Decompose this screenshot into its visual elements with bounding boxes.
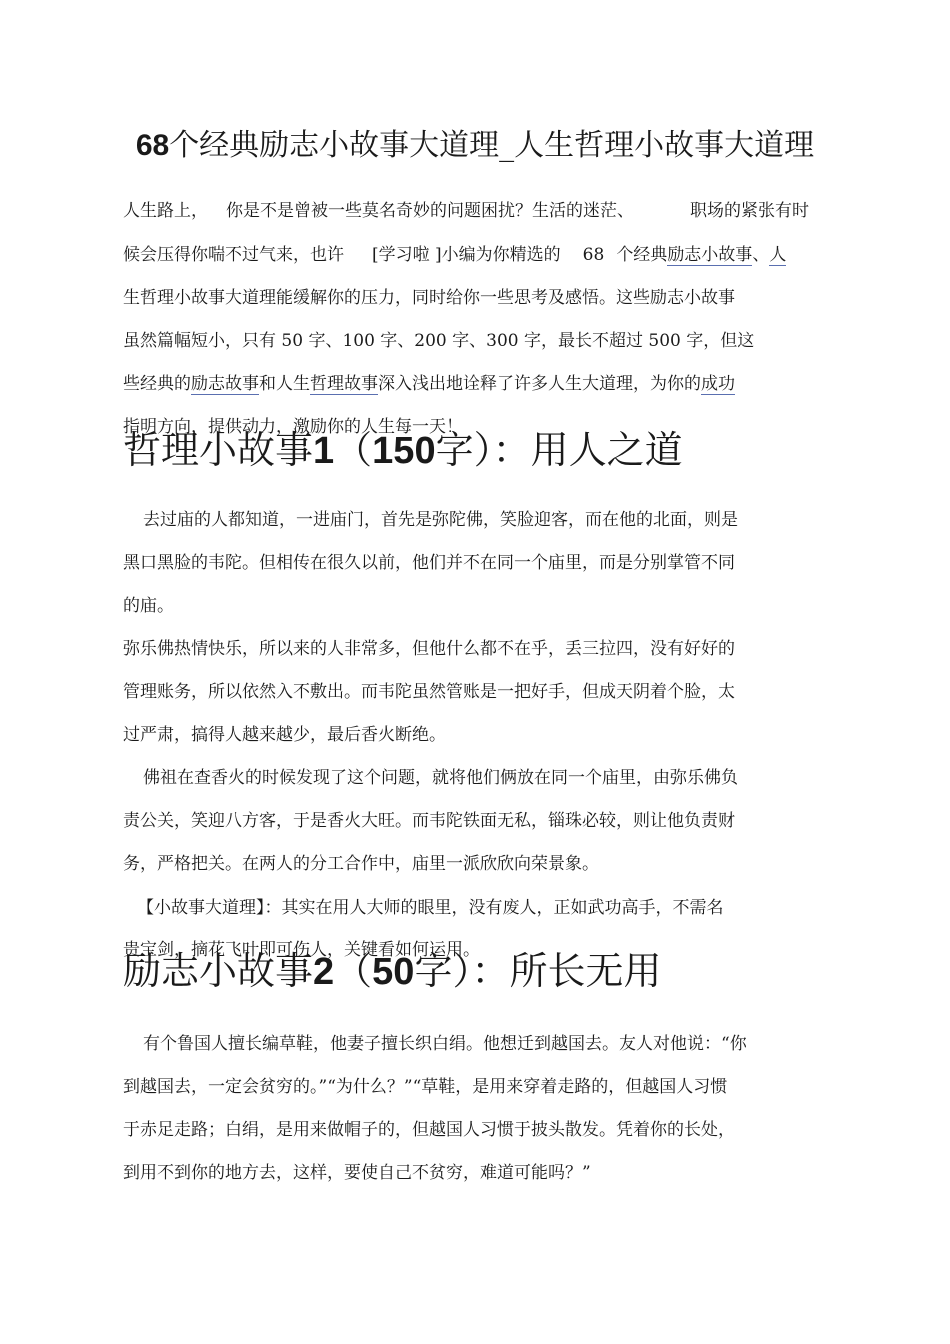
intro-line-1 <box>123 196 813 226</box>
intro-line-6: 指明方向，提供动力，激励你的人生每一天！ <box>123 417 463 437</box>
s1-line-3: 的庙。 <box>123 596 174 616</box>
heading-number: 50 <box>372 951 415 993</box>
intro-text: 个经典 <box>616 245 668 265</box>
heading-text: 字）：用人之道 <box>435 428 683 472</box>
s1-line-7: 佛祖在查香火的时候发现了这个问题，就将他们俩放在同一个庙里，由弥乐佛负 <box>143 768 738 788</box>
intro-text: 、 <box>752 245 770 265</box>
intro-text: 你是不是曾被一些莫名奇妙的问题困扰？生活的迷茫、 <box>226 201 634 221</box>
intro-line-3: 生哲理小故事大道理能缓解你的压力，同时给你一些思考及感悟。这些励志小故事 <box>123 288 735 308</box>
document-title <box>0 122 950 170</box>
intro-text: [学习啦 ]小编为你精选的 <box>372 245 561 265</box>
s1-line-10: 【小故事大道理】：其实在用人大师的眼里，没有废人，正如武功高手，不需名 <box>137 898 724 918</box>
link-chenggong[interactable]: 成功 <box>701 374 735 394</box>
s1-line-4: 弥乐佛热情快乐，所以来的人非常多，但他什么都不在乎，丢三拉四，没有好好的 <box>123 639 735 659</box>
s2-line-2: 到越国去，一定会贫穷的。”“为什么？”“草鞋，是用来穿着走路的，但越国人习惯 <box>123 1077 728 1097</box>
heading-text: 励志小故事 <box>123 949 314 993</box>
intro-text: 候会压得你喘不过气来，也许 <box>123 245 344 265</box>
s1-line-6: 过严肃，搞得人越来越少，最后香火断绝。 <box>123 725 446 745</box>
s1-line-8: 责公关，笑迎八方客，于是香火大旺。而韦陀铁面无私，锱珠必较，则让他负责财 <box>123 811 735 831</box>
s2-line-1: 有个鲁国人擅长编草鞋，他妻子擅长织白绢。他想迁到越国去。友人对他说：“你 <box>143 1034 747 1054</box>
s1-line-5: 管理账务，所以依然入不敷出。而韦陀虽然管账是一把好手，但成天阴着个脸，太 <box>123 682 735 702</box>
section-1-heading <box>123 424 683 477</box>
section-2-heading <box>123 945 661 998</box>
s2-line-4: 到用不到你的地方去，这样，要使自己不贫穷，难道可能吗？” <box>123 1163 591 1183</box>
heading-text: （ <box>334 428 373 472</box>
intro-line-5 <box>123 369 813 399</box>
intro-line-4: 虽然篇幅短小，只有 50 字、100 字、200 字、300 字，最长不超过 500 字，但这 <box>123 331 755 351</box>
intro-text: 和人生 <box>259 374 310 394</box>
heading-number: 2 <box>313 951 335 993</box>
s1-line-11: 贵宝剑，摘花飞叶即可伤人，关键看如何运用。 <box>123 940 480 960</box>
heading-text: 字）：所长无用 <box>414 949 662 993</box>
intro-text: 深入浅出地诠释了许多人生大道理，为你的 <box>378 374 701 394</box>
link-lizhi-gushi[interactable]: 励志故事 <box>191 374 259 394</box>
s1-line-9: 务，严格把关。在两人的分工合作中，庙里一派欣欣向荣景象。 <box>123 854 599 874</box>
s1-line-1: 去过庙的人都知道，一进庙门，首先是弥陀佛，笑脸迎客，而在他的北面，则是 <box>143 510 738 530</box>
heading-text: （ <box>334 949 373 993</box>
heading-number: 1 <box>313 430 335 472</box>
link-rensheng[interactable]: 人 <box>769 245 787 265</box>
heading-number: 150 <box>372 430 436 472</box>
s1-line-2: 黑口黑脸的韦陀。但相传在很久以前，他们并不在同一个庙里，而是分别掌管不同 <box>123 553 735 573</box>
intro-text: 职场的紧张有时 <box>690 201 809 221</box>
link-zheli-gushi[interactable]: 哲理故事 <box>310 374 378 394</box>
title-number: 68 <box>135 129 170 162</box>
intro-text: 些经典的 <box>123 374 191 394</box>
intro-line-2 <box>123 240 813 270</box>
s2-line-3: 于赤足走路；白绢，是用来做帽子的，但越国人习惯于披头散发。凭着你的长处， <box>123 1120 735 1140</box>
heading-text: 哲理小故事 <box>123 428 314 472</box>
title-text: 个经典励志小故事大道理_人生哲理小故事大道理 <box>169 128 815 163</box>
link-lizhi-xiaogushi[interactable]: 励志小故事 <box>667 245 753 265</box>
intro-text: 68 <box>582 245 605 265</box>
intro-text: 人生路上， <box>123 201 208 221</box>
